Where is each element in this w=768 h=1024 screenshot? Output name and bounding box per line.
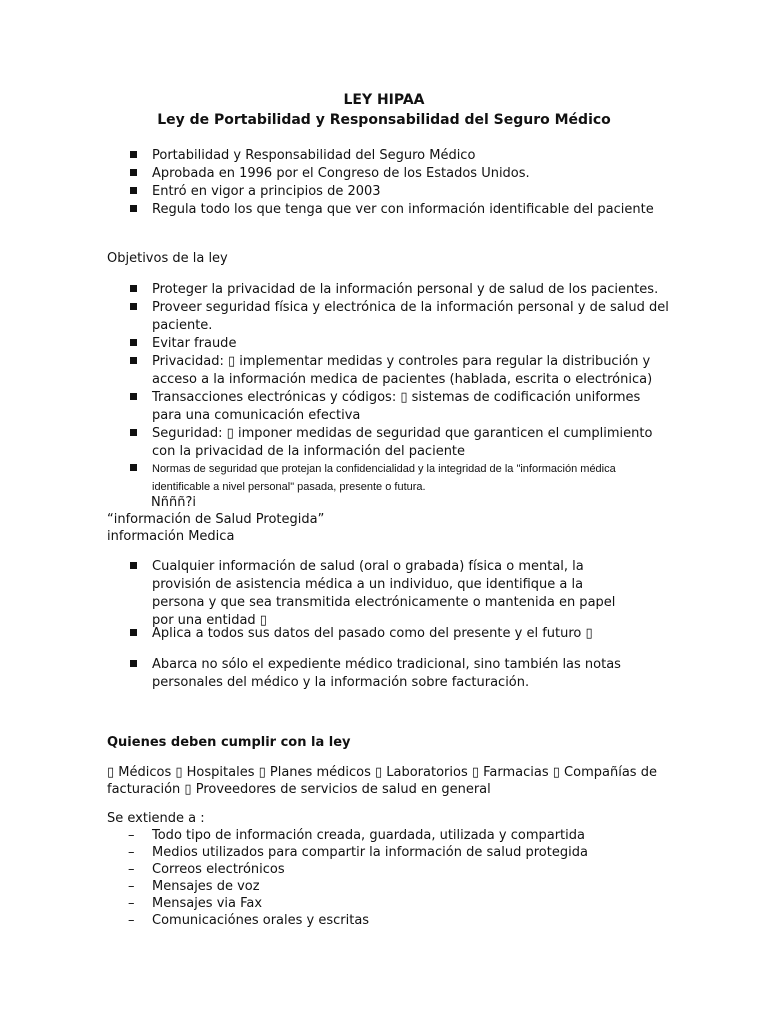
dash-bullet-icon: – xyxy=(128,828,135,843)
list-item: Proteger la privacidad de la información personal y de salud de los pacientes. xyxy=(130,281,670,299)
quienes-heading: Quienes deben cumplir con la ley xyxy=(107,735,351,750)
square-bullet-icon xyxy=(130,629,137,636)
dash-bullet-icon: – xyxy=(128,896,135,911)
extiende-heading: Se extiende a : xyxy=(107,811,205,826)
list-item: Regula todo los que tenga que ver con información identificable del paciente xyxy=(130,201,654,219)
page-title: LEY HIPAA xyxy=(343,92,425,108)
square-bullet-icon xyxy=(130,151,137,158)
square-bullet-icon xyxy=(130,660,137,667)
list-item: Cualquier información de salud (oral o grabada) física o mental, la provisión de asistencia médica a un individuo, que identifique a la persona y que sea transmitida electrónicamente o mantenida en papel por una entidad ▯ xyxy=(130,558,635,630)
list-item: Aprobada en 1996 por el Congreso de los Estados Unidos. xyxy=(130,165,654,183)
title-block xyxy=(0,90,768,130)
list-item: Seguridad: ▯ imponer medidas de seguridad que garanticen el cumplimiento con la privacidad de la información del paciente xyxy=(130,425,670,461)
dash-bullet-icon: – xyxy=(128,862,135,877)
list-item: – Correos electrónicos xyxy=(128,862,285,877)
dash-bullet-icon: – xyxy=(128,845,135,860)
square-bullet-icon xyxy=(130,303,137,310)
salud-list-3 xyxy=(130,656,635,692)
square-bullet-icon xyxy=(130,357,137,364)
square-bullet-icon xyxy=(130,339,137,346)
quienes-line-1: ▯ Médicos ▯ Hospitales ▯ Planes médicos ▯ Laboratorios ▯ Farmacias ▯ Compañías de xyxy=(107,765,657,780)
list-item: Normas de seguridad que protejan la confidencialidad y la integridad de la "información médica identificable a nivel personal" pasada, presente o futura. xyxy=(130,460,640,496)
objetivos-heading: Objetivos de la ley xyxy=(107,251,228,266)
page-subtitle: Ley de Portabilidad y Responsabilidad del Seguro Médico xyxy=(157,112,611,128)
square-bullet-icon xyxy=(130,393,137,400)
list-item: Entró en vigor a principios de 2003 xyxy=(130,183,654,201)
list-item: – Mensajes via Fax xyxy=(128,896,263,911)
garbled-line: Nñññ?i xyxy=(151,495,196,510)
square-bullet-icon xyxy=(130,187,137,194)
extiende-list xyxy=(128,827,588,929)
square-bullet-icon xyxy=(130,562,137,569)
list-item: Proveer seguridad física y electrónica de la información personal y de salud del paciente. xyxy=(130,299,670,335)
square-bullet-icon xyxy=(130,285,137,292)
list-item: – Comunicaciónes orales y escritas xyxy=(128,913,370,928)
objetivos-list xyxy=(130,281,670,461)
info-medica-line: información Medica xyxy=(107,529,235,544)
list-item: Transacciones electrónicas y códigos: ▯ sistemas de codificación uniformes para una comunicación efectiva xyxy=(130,389,670,425)
list-item: Portabilidad y Responsabilidad del Seguro Médico xyxy=(130,147,654,165)
quienes-line-2: facturación ▯ Proveedores de servicios de salud en general xyxy=(107,782,491,797)
salud-list-2 xyxy=(130,625,635,643)
square-bullet-icon xyxy=(130,464,137,471)
list-item: – Mensajes de voz xyxy=(128,879,260,894)
list-item: – Todo tipo de información creada, guardada, utilizada y compartida xyxy=(128,828,585,843)
square-bullet-icon xyxy=(130,429,137,436)
square-bullet-icon xyxy=(130,169,137,176)
list-item: Aplica a todos sus datos del pasado como del presente y el futuro ▯ xyxy=(130,625,635,643)
list-item: Privacidad: ▯ implementar medidas y controles para regular la distribución y acceso a la información medica de pacientes (hablada, escrita o electrónica) xyxy=(130,353,670,389)
intro-list xyxy=(130,147,654,219)
list-item: Evitar fraude xyxy=(130,335,670,353)
list-item: – Medios utilizados para compartir la información de salud protegida xyxy=(128,845,588,860)
salud-list xyxy=(130,558,635,630)
dash-bullet-icon: – xyxy=(128,913,135,928)
dash-bullet-icon: – xyxy=(128,879,135,894)
square-bullet-icon xyxy=(130,205,137,212)
quote-line: “información de Salud Protegida” xyxy=(107,512,325,527)
list-item: Abarca no sólo el expediente médico tradicional, sino también las notas personales del médico y la información sobre facturación. xyxy=(130,656,635,692)
normas-list xyxy=(130,460,640,496)
